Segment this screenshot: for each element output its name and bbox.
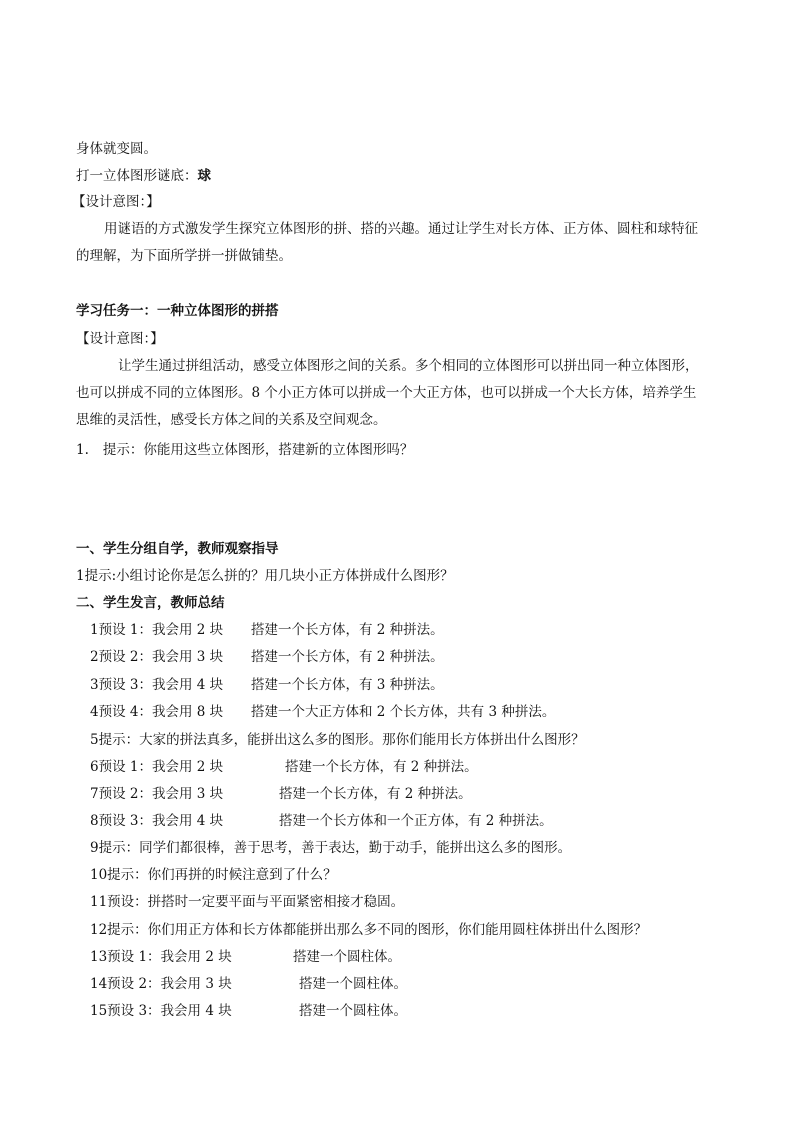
item-part-a: 3预设 3：我会用 4 块 [90,677,224,693]
list-item [90,621,444,639]
list-item [90,648,444,666]
hint-line: 1提示:小组讨论你是怎么拼的？用几块小正方体拼成什么图形？ [76,568,454,584]
list-item [90,866,337,884]
item-part-a: 15预设 3：我会用 4 块 [90,1003,232,1019]
item-part-b: 搭建一个大正方体和 2 个长方体，共有 3 种拼法。 [251,704,556,720]
item-part-b: 搭建一个长方体，有 3 种拼法。 [251,677,444,693]
list-item [90,812,553,830]
item-part-a: 11预设：拼搭时一定要平面与平面紧密相接才稳固。 [90,894,405,910]
section-heading: 学习任务一：一种立体图形的拼搭 [76,303,279,319]
item-part-b: 搭建一个长方体和一个正方体，有 2 种拼法。 [279,813,553,829]
item-part-b: 搭建一个长方体，有 2 种拼法。 [251,649,444,665]
list-item [90,948,401,966]
item-part-a: 14预设 2：我会用 3 块 [90,976,232,992]
list-item [90,676,444,694]
item-part-a: 9提示：同学们都很棒，善于思考，善于表达，勤于动手，能拼出这么多的图形。 [90,840,572,856]
item-part-a: 8预设 3：我会用 4 块 [90,813,224,829]
list-item [90,839,571,857]
item-part-a: 6预设 1：我会用 2 块 [90,759,224,775]
list-item [90,703,555,721]
section-heading: 二、学生发言，教师总结 [76,595,225,611]
item-part-a: 13预设 1：我会用 2 块 [90,949,232,965]
design-text: 用谜语的方式激发学生探究立体图形的拼、搭的兴趣。通过让学生对长方体、正方体、圆柱和球特征 [104,221,698,237]
item-part-a: 1预设 1：我会用 2 块 [90,622,224,638]
design-text: 的理解，为下面所学拼一拼做铺垫。 [76,248,292,264]
list-item [90,785,472,803]
item-part-b: 搭建一个圆柱体。 [299,1003,407,1019]
design-text: 让学生通过拼组活动，感受立体图形之间的关系。多个相同的立体图形可以拼出同一种立体图形， [118,358,699,374]
item-part-b: 搭建一个圆柱体。 [299,976,407,992]
item-part-b: 搭建一个长方体，有 2 种拼法。 [279,786,472,802]
item-part-a: 4预设 4：我会用 8 块 [90,704,224,720]
list-item [90,1002,407,1020]
item-part-a: 2预设 2：我会用 3 块 [90,649,224,665]
item-part-a: 5提示：大家的拼法真多，能拼出这么多的图形。那你们能用长方体拼出什么图形？ [90,732,585,748]
intro-line: 身体就变圆。 [76,141,157,157]
item-part-a: 12提示：你们用正方体和长方体都能拼出那么多不同的图形，你们能用圆柱体拼出什么图形？ [90,922,648,938]
list-item [90,731,585,749]
item-part-b: 搭建一个长方体，有 2 种拼法。 [285,759,478,775]
list-item [90,758,478,776]
riddle-line [76,167,211,185]
design-label: 【设计意图：】 [72,194,160,210]
item-part-a: 10提示：你们再拼的时候注意到了什么？ [90,867,337,883]
item-part-a: 7预设 2：我会用 3 块 [90,786,224,802]
list-item [90,921,647,939]
design-text: 也可以拼成不同的立体图形。8 个小正方体可以拼成一个大正方体，也可以拼成一个大长方体，培养学生 [76,385,697,401]
hint-line [76,441,413,459]
riddle-answer: 球 [197,168,211,184]
item-part-b: 搭建一个圆柱体。 [293,949,401,965]
section-heading: 一、学生分组自学，教师观察指导 [76,541,279,557]
hint-number: 1. [76,442,89,458]
list-item [90,893,404,911]
list-item [90,975,407,993]
design-label: 【设计意图：】 [76,331,164,347]
item-part-b: 搭建一个长方体，有 2 种拼法。 [251,622,444,638]
riddle-prefix: 打一立体图形谜底： [76,168,198,184]
design-text: 思维的灵活性，感受长方体之间的关系及空间观念。 [76,412,387,428]
hint-text: 提示：你能用这些立体图形，搭建新的立体图形吗？ [102,442,414,458]
